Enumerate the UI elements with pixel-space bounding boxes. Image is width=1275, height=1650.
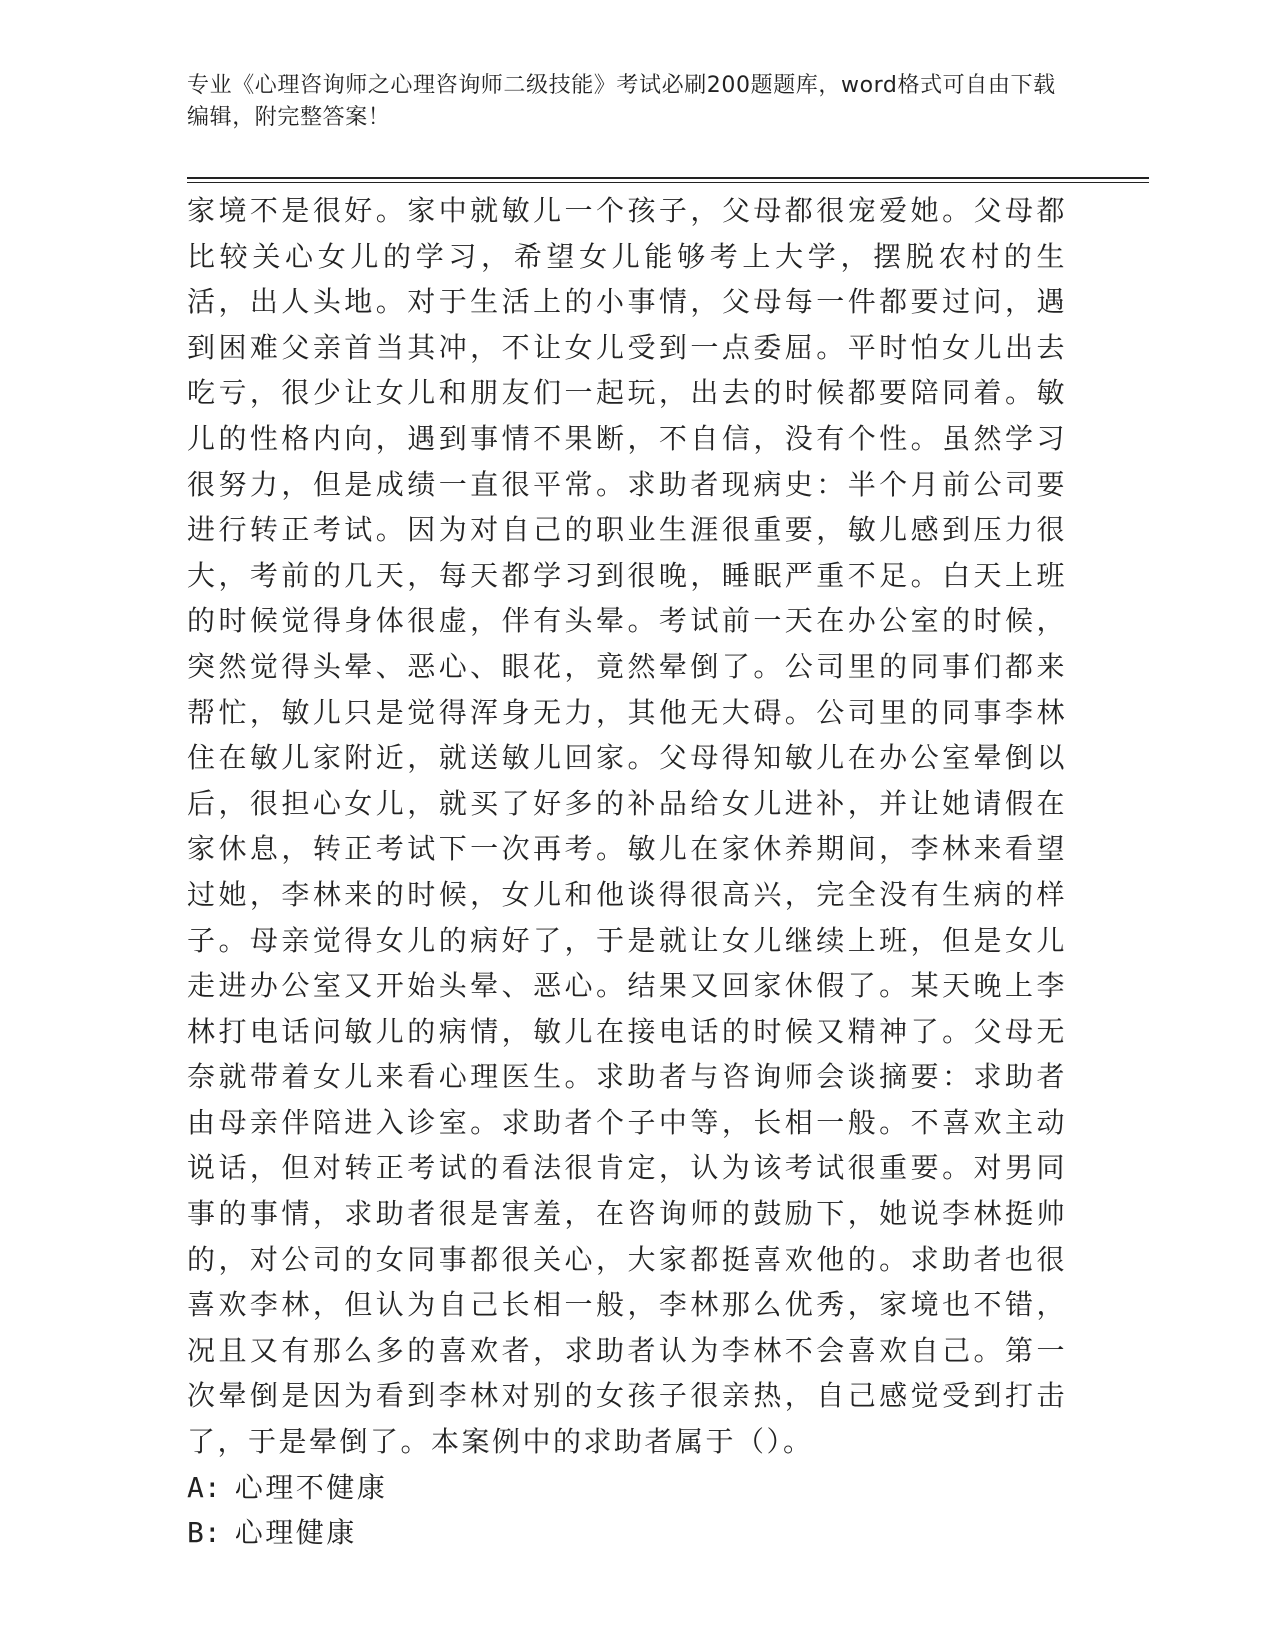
question-text: 家境不是很好。家中就敏儿一个孩子，父母都很宠爱她。父母都比较关心女儿的学习，希望女儿能够考上大学，摆脱农村的生活，出人头地。对于生活上的小事情，父母每一件都要过问，遇到困难父亲首当其冲，不让女儿受到一点委屈。平时怕女儿出去吃亏，很少让女儿和朋友们一起玩，出去的时候都要陪同着。敏儿的性格内向，遇到事情不果断，不自信，没有个性。虽然学习很努力，但是成绩一直很平常。求助者现病史：半个月前公司要进行转正考试。因为对自己的职业生涯很重要，敏儿感到压力很大，考前的几天，每天都学习到很晚，睡眠严重不足。白天上班的时候觉得身体很虚，伴有头晕。考试前一天在办公室的时候，突然觉得头晕、恶心、眼花，竟然晕倒了。公司里的同事们都来帮忙，敏儿只是觉得浑身无力，其他无大碍。公司里的同事李林住在敏儿家附近，就送敏儿回家。父母得知敏儿在办公室晕倒以后，很担心女儿，就买了好多的补品给女儿进补，并让她请假在家休息，转正考试下一次再考。敏儿在家休养期间，李林来看望过她，李林来的时候，女儿和他谈得很高兴，完全没有生病的样子。母亲觉得女儿的病好了，于是就让女儿继续上班，但是女儿走进办公室又开始头晕、恶心。结果又回家休假了。某天晚上李林打电话问敏儿的病情，敏儿在接电话的时候又精神了。父母无奈就带着女儿来看心理医生。求助者与咨询师会谈摘要：求助者由母亲伴陪进入诊室。求助者个子中等，长相一般。不喜欢主动说话，但对转正考试的看法很肯定，认为该考试很重要。对男同事的事情，求助者很是害羞，在咨询师的鼓励下，她说李林挺帅的，对公司的女同事都很关心，大家都挺喜欢他的。求助者也很喜欢李林，但认为自己长相一般，李林那么优秀，家境也不错，况且又有那么多的喜欢者，求助者认为李林不会喜欢自己。第一次晕倒是因为看到李林对别的女孩子很亲热，自己感觉受到打击了，于是晕倒了。本案例中的求助者属于（）。 xyxy=(187,194,1067,1459)
header-divider-thin xyxy=(187,182,1149,183)
option-text: 心理不健康 xyxy=(234,1470,388,1504)
option-separator: : xyxy=(203,1470,221,1504)
option-letter: A xyxy=(187,1470,204,1504)
document-title: 专业《心理咨询师之心理咨询师二级技能》考试必刷200题题库，word格式可自由下载编辑，附完整答案！ xyxy=(187,73,1056,130)
question-content xyxy=(187,188,1067,1556)
option-a xyxy=(187,1465,1067,1511)
option-separator: : xyxy=(203,1516,221,1550)
option-letter: B xyxy=(187,1516,204,1550)
header-divider xyxy=(187,177,1149,179)
option-b xyxy=(187,1510,1067,1556)
page-header xyxy=(187,70,1067,134)
option-text: 心理健康 xyxy=(234,1516,357,1550)
